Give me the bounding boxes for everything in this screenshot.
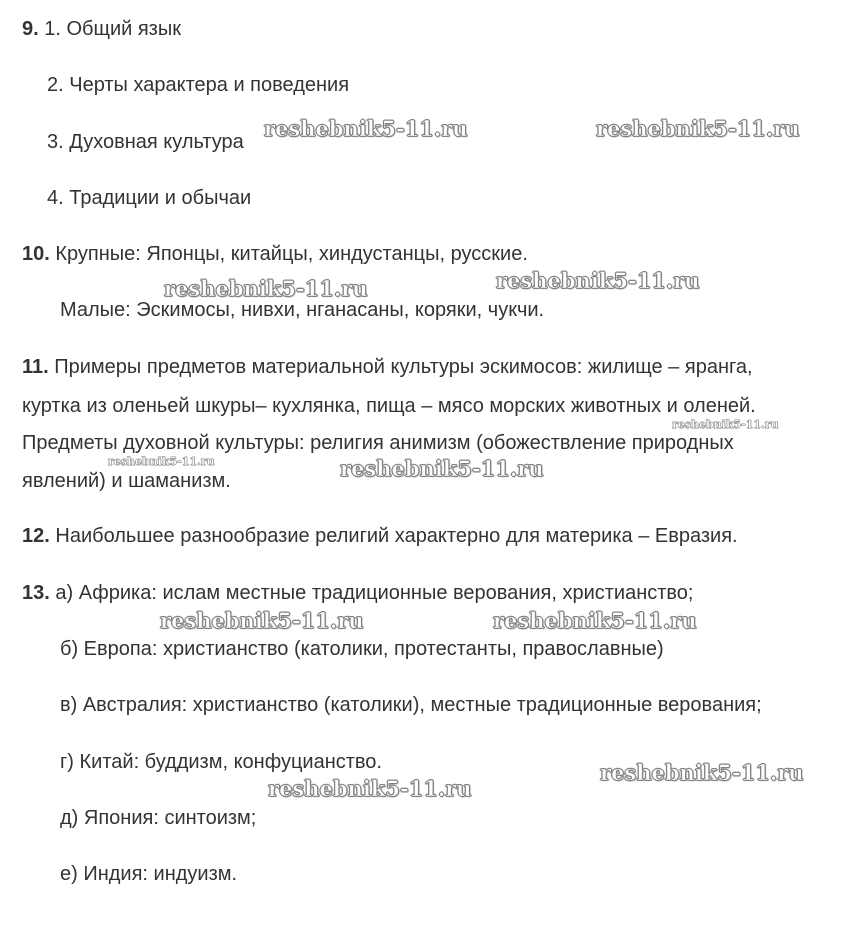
watermark: reshebnik5-11.ru bbox=[264, 116, 468, 141]
answer-11-line-4: явлений) и шаманизм. bbox=[22, 470, 231, 492]
watermark: reshebnik5-11.ru bbox=[596, 116, 800, 141]
answer-11-number: 11. bbox=[22, 356, 49, 378]
answer-13-line-1 bbox=[22, 581, 694, 605]
answer-13-line-2: б) Европа: христианство (католики, протестанты, православные) bbox=[60, 638, 664, 660]
answer-9-line-3: 3. Духовная культура bbox=[47, 131, 244, 153]
answer-13-number: 13. bbox=[22, 582, 50, 604]
answer-11-line-3: Предметы духовной культуры: религия анимизм (обожествление природных bbox=[22, 432, 734, 454]
answer-13-text-1: а) Африка: ислам местные традиционные верования, христианство; bbox=[55, 582, 694, 604]
answer-9-line-2: 2. Черты характера и поведения bbox=[47, 74, 350, 96]
watermark: reshebnik5-11.ru bbox=[600, 760, 804, 785]
answer-11-line-1 bbox=[22, 355, 753, 379]
answer-11-text-1: Примеры предметов материальной культуры эскимосов: жилище – яранга, bbox=[54, 356, 753, 378]
watermark: reshebnik5-11.ru bbox=[493, 608, 697, 633]
watermark-small: reshebnik5-11.ru bbox=[672, 418, 779, 431]
watermark: reshebnik5-11.ru bbox=[160, 608, 364, 633]
answer-9-line-1 bbox=[22, 17, 181, 41]
watermark: reshebnik5-11.ru bbox=[340, 456, 544, 481]
answer-13-line-5: д) Япония: синтоизм; bbox=[60, 807, 257, 829]
answer-13-line-6: е) Индия: индуизм. bbox=[60, 863, 238, 885]
answer-13-line-4: г) Китай: буддизм, конфуцианство. bbox=[60, 751, 382, 773]
answer-9-line-4: 4. Традиции и обычаи bbox=[47, 187, 252, 209]
answer-10-line-1 bbox=[22, 242, 528, 266]
answer-12-number: 12. bbox=[22, 525, 50, 547]
answer-12-line-1 bbox=[22, 524, 738, 548]
answer-12-text-1: Наибольшее разнообразие религий характерно для материка – Евразия. bbox=[55, 525, 738, 547]
answer-11-line-2: куртка из оленьей шкуры– кухлянка, пища – мясо морских животных и оленей. bbox=[22, 395, 756, 417]
answer-13-line-3: в) Австралия: христианство (католики), местные традиционные верования; bbox=[60, 694, 762, 716]
answer-10-text-1: Крупные: Японцы, китайцы, хиндустанцы, русские. bbox=[55, 243, 528, 265]
watermark: reshebnik5-11.ru bbox=[268, 776, 472, 801]
watermark-small: reshebnik5-11.ru bbox=[108, 455, 215, 468]
watermark: reshebnik5-11.ru bbox=[164, 276, 368, 301]
watermark: reshebnik5-11.ru bbox=[496, 268, 700, 293]
answer-10-line-2: Малые: Эскимосы, нивхи, нганасаны, коряки, чукчи. bbox=[60, 299, 545, 321]
answer-9-number: 9. bbox=[22, 18, 39, 40]
answer-10-number: 10. bbox=[22, 243, 50, 265]
answer-9-text-1: 1. Общий язык bbox=[44, 18, 181, 40]
